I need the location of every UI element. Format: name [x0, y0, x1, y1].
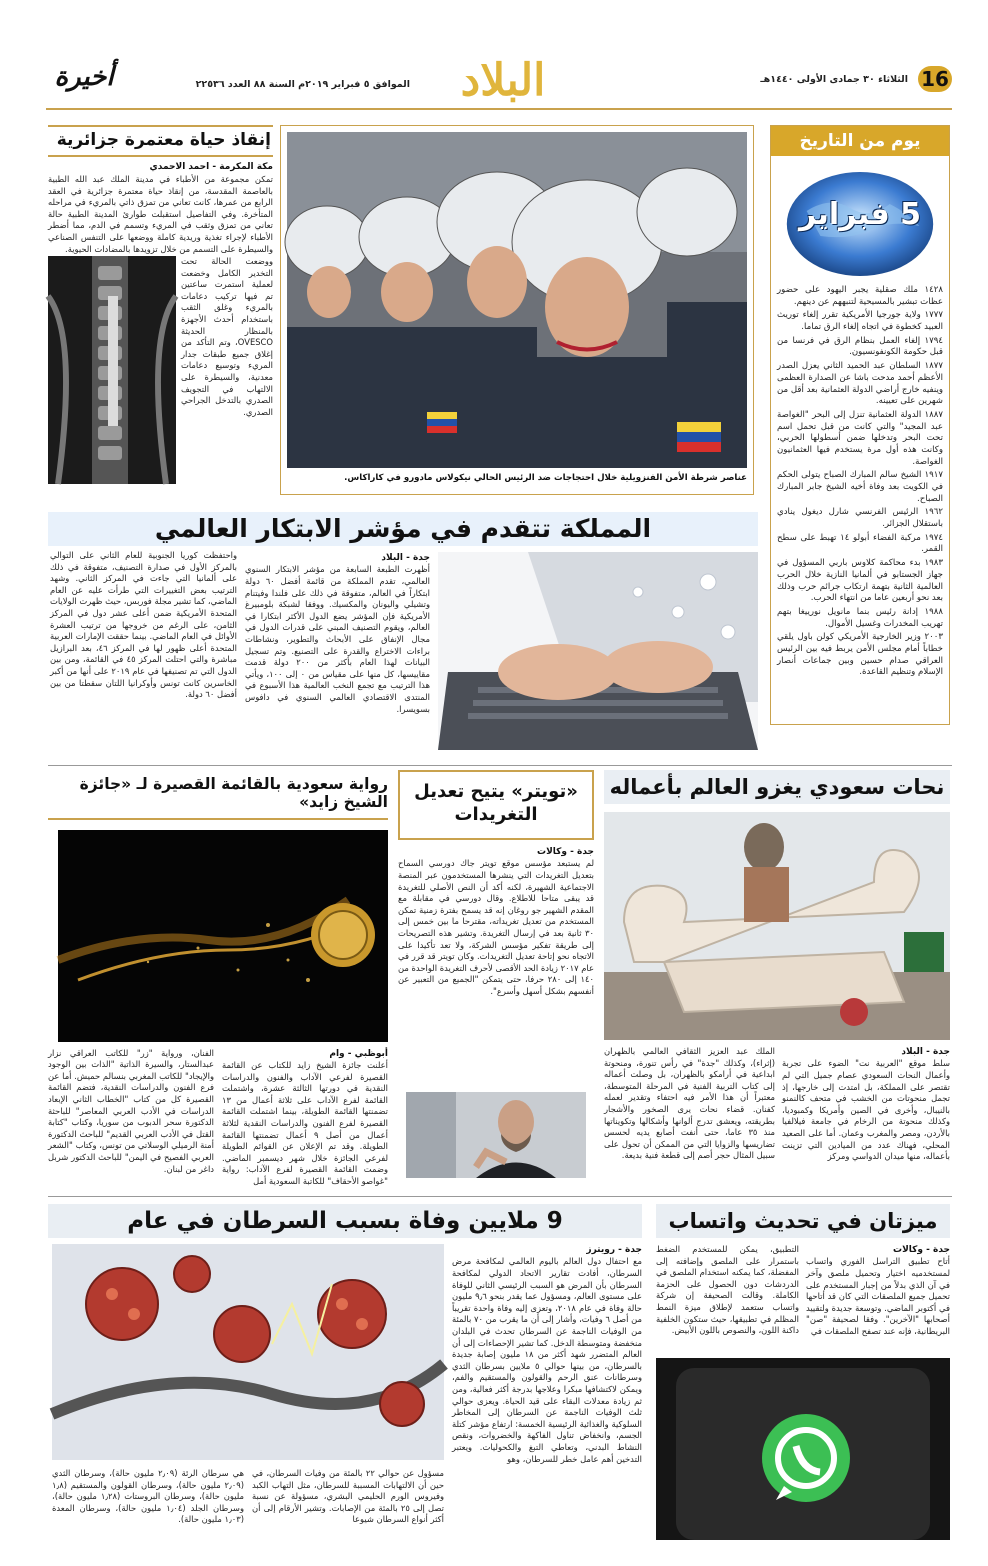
novel-headline: رواية سعودية بالقائمة القصيرة لـ «جائزة الشيخ زايد»	[48, 770, 388, 820]
history-entry: ١٩٨٣ بدء محاكمة كلاوس باربي المسؤول في جهاز الجستابو في ألمانيا النازية خلال الحرب العالمية الثانية بتهمة ارتكاب جرائم حرب وذلك بعد نحو أربعين عاما من انتهاء الحرب.	[777, 558, 943, 604]
history-entry: ١٧٧٧ ولاية جورجيا الأمريكية تقرر إلغاء توريث العبيد كخطوة في اتجاه إلغاء الرق تماما.	[777, 310, 943, 333]
cancer-col3: هي سرطان الرئة (٢٫٠٩ مليون حالة)، وسرطان الثدي (٢٫٠٩ مليون حالة)، وسرطان القولون والمستقيم (١٫٨ مليون حالة)، وسرطان البروستات (١٫٢٨ مليون حالة)، وسرطان الجلد (١٫٠٤ مليون حالة)، وسرطان المعدة (١٫٠٣ مليون حالة).	[52, 1468, 245, 1525]
history-title: يوم من التاريخ	[771, 126, 949, 156]
whatsapp-byline: جدة - وكالات	[893, 1245, 950, 1255]
sculptor-byline: جدة - البلاد	[901, 1047, 950, 1057]
masthead	[0, 0, 988, 112]
sculpture-photo	[604, 812, 950, 1040]
twitter-headline: «تويتر» يتيح تعديل التغريدات	[398, 770, 594, 840]
history-entry: ١٩١٧ الشيخ سالم المبارك الصباح يتولى الحكم في الكويت بعد وفاة أخيه الشيخ جابر المبارك الصباح.	[777, 470, 943, 504]
innovation-headline: المملكة تتقدم في مؤشر الابتكار العالمي	[48, 512, 758, 546]
dorsey-photo	[406, 1092, 586, 1178]
history-entry: ٢٠٠٣ وزير الخارجية الأمريكي كولن باول يلقي خطاباً أمام مجلس الأمن يربط فيه بين الرئيس العراقي صدام حسين وبين جماعات أنصار الإسلام وتنظيم القاعدة.	[777, 632, 943, 678]
sculptor-story	[604, 770, 950, 1178]
history-box	[770, 125, 950, 725]
cancer-col1: مع احتفال دول العالم باليوم العالمي لمكافحة مرض السرطان، أفادت تقارير الاتحاد الدولي لمكافحة السرطان بأن المرض هو السبب الرئيسي الثاني للوفاة على مستوى العالم، ومسؤول عما يقدر بنحو ٩٫٦ مليون حالة وفاة في عام ٢٠١٨، وتعزى إليه وفاة واحدة تقريباً من أصل ٦ وفيات، وأشار إلى أن ما يقرب من ٧٠ بالمئة من الوفيات الناجمة عن السرطان تحدث في البلدان منخفضة ومتوسطة الدخل. كما تشير الإحصاءات إلى أن العالم المتضرر شهد أكثر من ١٨ مليون إصابة جديدة بالسرطان، من بينها حوالي ٥ ملايين بسرطان الثدي وسرطانات عنق الرحم والقولون والمستقيم والفم، ويمكن لاكتشافها مبكرا وعلاجها بدرجة أكثر فعالية، ومن ثم زيادة معدلات البقاء على قيد الحياة. ويعزى حوالي ثلث الوفيات الناجمة عن السرطان إلى المخاطر السلوكية والغذائية الرئيسية الخمسة: ارتفاع مؤشر كتلة الجسم، وانخفاض تناول الفاكهة والخضروات، ونقص النشاط البدني، وتعاطي التبغ والكحوليات. ويعتبر التدخين أهم عامل خطر للسرطان، وهو	[452, 1256, 643, 1464]
twitter-byline: جدة - وكالات	[537, 847, 594, 857]
main-photo-frame	[280, 125, 754, 495]
surgery-intro: تمكن مجموعة من الأطباء في مدينة الملك عبد الله الطبية بالعاصمة المقدسة، من إنقاذ حياة معتمرة جزائرية في العقد الرابع من عمرها، كانت تعاني من تمزق ذاتي بالمريء في مراحله المتأخرة. وفي التفاصيل استقبلت طوارئ المدينة الطبية حالة تعاني من تمزق وثقب في المريء وتسمم في الدم، مما أضطر الأطباء لإجراء تغذية وريدية كاملة ووضعها على التنفس الصناعي والسيطرة على التسمم من خلال تزويدها بالمضادات الحيوية.	[48, 173, 273, 254]
history-entry: ١٨٧٧ السلطان عبد الحميد الثاني يعزل الصدر الأعظم أحمد مدحت باشا عن الصدارة العظمى وينفيه خارج أراضي الدولة العثمانية بعد أقل من شهرين على تعيينه.	[777, 361, 943, 407]
typing-photo	[438, 552, 758, 750]
xray-photo	[48, 256, 176, 484]
whatsapp-headline: ميزتان في تحديث واتساب	[656, 1204, 950, 1238]
section-title: أخيرة	[54, 62, 114, 92]
novel-byline: أبوظبي - وام	[329, 1048, 388, 1059]
history-entry: ١٨٨٧ الدولة العثمانية تنزل إلى البحر "الغواصة عبد المجيد" والتي كانت من قبل تحمل اسم تحت البحر وتدخلها ضمن أسطولها الحربي، وكانت هذه أول مرة يستخدم فيها العثمانيون الغواصة.	[777, 409, 943, 467]
novel-col2: الفنان، ورواية "زر" للكاتب العراقي نزار عبدالستار، والسيرة الذاتية "الذات بين الوجود والإيجاد" للكاتب المغربي بنسالم حميش. أما عن فرع الفنون والدراسات النقدية، فتضم القائمة القصيرة كل من كتاب "الخطاب الثاني الإبعاد الدراسات في الأدب العربي المعاصر" للباحثة الدكتورة سحر الدبوب من سوريا، وكتاب "كتابة القتل في الأدب العربي القديم" للباحث الدكتورة أمنة الرميلي الوسلاتي من تونس، وكتاب "الشعر العربي الفصيح في اليمن" للباحث الدكتور شربل داغر من لبنان.	[48, 1047, 214, 1174]
sculptor-col2: الملك عبد العزيز الثقافي العالمي بالظهران (إثراء)، وكذلك "جدة" في رأس تنورة، ومنحوتة ابداعية في أرامكو بالظهران، بل وصلت أعماله إلى كتاب التربية الفنية في المرحلة المتوسطة، معتبراً أن هذا الأمر فيه احتفاء وتقدير لعمله كفنان. قضاء نحات يرى الصخور والأشجار بطريقته، ويعشق تدرج ألوانها وأشكالها وتكويناتها منذ ٣٥ عاما، حتى أنفت أصابع يديه لحسس تضاريسها والزوايا التي من الممكن أن تحول على سبيل المثال حجر أصم إلى قطعة فنية بديعة.	[604, 1046, 775, 1161]
cancer-byline: جدة - رويترز	[586, 1245, 642, 1255]
whatsapp-photo	[656, 1358, 950, 1540]
innovation-byline: جدة - البلاد	[381, 553, 430, 563]
innovation-col1: أظهرت الطبعة السابعة من مؤشر الابتكار السنوي العالمي، تقدم المملكة من قائمة أفضل ٦٠ دولة ابتكاراً في العالم، متفوقة في ذلك على فلندا وفيتنام وتشيلي واليونان والمكسيك. ووفقا لشبكة بلومبيرغ الأمريكية فإن المؤشر يضع الدول الأكثر ابتكارا في العالم، ويقوم التصنيف المبني على قدرات الدول في مجال الإنفاق على الأبحاث والتطوير، ونشاطات براءات الاختراع والقدرة على التصنيع. وتم تسجيل البيانات لهذا العام بأكثر من ٢٠٠ دولة قدمت مقاييسها، كل منها على مقياس من ٠ إلى ١٠٠، ويأتي هذا الترتيب مع تجمع النخب العالمية هذا الأسبوع في المنتدى الاقتصادي العالمي السنوي في دافوس بسويسرا.	[245, 564, 431, 714]
main-photo-caption: عناصر شرطة الأمن الفنزويلية خلال احتجاجات ضد الرئيس الحالي نيكولاس مادورو في كاراكاس.	[344, 473, 747, 483]
twitter-story	[398, 770, 594, 1178]
gregorian-date: الموافق ٥ فبراير ٢٠١٩م السنة ٨٨ العدد ٢٢٥٣٦	[195, 79, 410, 90]
twitter-body: لم يستبعد مؤسس موقع تويتر جاك دورسي السماح بتعديل التغريدات التي ينشرها المستخدمون عبر المنصة الاجتماعية الشهيرة، لكنه أكد أن النص الأصلي للتغريدة قد يبقى متاحا للاطلاع. وقال دورسي في مقابلة مع المقدم الشهير جو روغان إنه قد يسمح بفترة زمنية تمكن المستخدم من تعديل تغريداته، مقترحا ما بين خمس إلى ٣٠ ثانية بعد في إرسال التغريدة. وتشير هذه التصريحات إلى طريقة تفكير مؤسس الشركة، ولا تعد تأكيدا على الاتجاه نحو إتاحة تعديل التغريدات. وكان تويتر قد قرر في عام ٢٠١٧ زيادة الحد الأقصى لأحرف التغريدة الواحدة من ١٤٠ إلى ٢٨٠ حرفا، حتى يتمكن "الجميع من التعبير عن أنفسهم بشكل أسهل وأسرع".	[398, 858, 594, 996]
section-rule	[48, 1196, 952, 1197]
history-entry: ١٩٦٢ الرئيس الفرنسي شارل ديغول ينادي باستقلال الجزائر.	[777, 507, 943, 530]
surgery-byline: مكة المكرمة - احمد الاحمدي	[149, 161, 273, 172]
history-entry: ١٩٨٨ إدانة رئيس بنما مانويل نورييغا بتهم تهريب المخدرات وغسيل الأموال.	[777, 606, 943, 629]
police-photo	[287, 132, 747, 468]
novel-story	[48, 770, 388, 1186]
page-number: 16	[918, 66, 952, 92]
history-entry: ١٩٧٤ مركبة الفضاء أبولو ١٤ تهبط على سطح القمر.	[777, 532, 943, 555]
surgery-story	[48, 125, 273, 497]
cancer-story	[48, 1204, 642, 1540]
cancer-col2: مسؤول عن حوالي ٢٢ بالمئة من وفيات السرطان، في حين أن الالتهابات المسببة للسرطان، مثل التهاب الكبد وفيروس الورم الحليمي البشري، مسؤولة عن نسبة تصل إلى ٢٥ بالمئة من الإصابات. وتشير الأرقام إلى أن أكثر أنواع السرطان شيوعا	[252, 1468, 444, 1525]
surgery-side-text: ووضعت الحالة تحت التخدير الكامل وخضعت لعملية استمرت ساعتين تم فيها تركيب دعامات بالمريء وغلق الثقب باستخدام أحدث الأجهزة بالمنظار الحديثة OVESCO، وتم التأكد من إغلاق جميع طبقات جدار المريء وتوسيع دعامات معدنية، والسيطرة على الالتهاب في التجويف الصدري بالتدخل الجراحي الصدري.	[181, 256, 273, 417]
surgery-headline: إنقاذ حياة معتمرة جزائرية	[48, 125, 273, 157]
section-rule	[48, 765, 952, 766]
history-entry: ١٤٢٨ ملك صقلية يجبر اليهود على حضور عظات تبشير بالمسيحية لتنبههم عن دينهم.	[777, 285, 943, 307]
hijri-date: الثلاثاء ٣٠ جمادى الأولى ١٤٤٠هـ	[760, 74, 908, 85]
newspaper-logo: البلاد	[460, 55, 546, 106]
cancer-cells-photo	[52, 1244, 444, 1460]
innovation-col2: واحتفظت كوريا الجنوبية للعام الثاني على التوالي بالمركز الأول في صدارة التصنيف، متفوقة في ذلك على ألمانيا التي جاءت في المركز الثاني. وشهد الترتيب بعض التغييرات التي طرأت عليه عن العام الماضي، كما تشير مجلة فوربس، حيث ظهرت الولايات المتحدة الأمريكية ضمن أعلى عشر دول في المركز الثامن، على الرغم من خروجها من ترتيب العشرة الأوائل في العام الماضي. بينما حققت الإمارات العربية المتحدة أعلى ظهور لها في المركز ٤٦، بعد البرازيل مباشرة والتي احتلت المركز ٤٥ في القائمة، ومن بين الدول التي تم تصنيفها في عام ٢٠١٩ على أنها من أكبر الخاسرين كانت تونس وأوكرانيا اللتان سقطتا من بين أفضل ٦٠ دولة.	[50, 550, 237, 700]
sculptor-headline: نحات سعودي يغزو العالم بأعماله	[604, 770, 950, 804]
sculptor-col1: سلط موقع "العربية نت" الضوء على تجربة وأعمال النحات السعودي عصام جميل التي لم تقتصر على المملكة، بل امتدت إلى خارجها، إذ تجمل منحوتات من الخشب في متحف كالنمنو بالنيبال، وأخرى في الصين وأمريكا وكمبوديا، وكذلك منحوتة من الرخام في جامعة فيلالفيا بالأردن، ومصر والمغرب وعمان. أما على الصعيد المحلي، فهناك عدد من الميادين التي تزينت بأعماله، منها ميدان الدواسي ومركز	[782, 1058, 950, 1162]
cancer-headline: 9 ملايين وفاة بسبب السرطان في عام	[48, 1204, 642, 1238]
history-entries	[771, 281, 949, 679]
whatsapp-story	[656, 1204, 950, 1540]
innovation-story	[48, 512, 758, 760]
masthead-rule	[46, 108, 952, 110]
history-entry: ١٧٩٤ إلغاء العمل بنظام الرق في فرنسا من قبل حكومة الكونفونسيون.	[777, 335, 943, 358]
whatsapp-col1: أتاح تطبيق التراسل الفوري واتساب لمستخدميه اختيار وتحميل ملصق وآخر في آن الذي بدلاً من إجبار المستخدم على تحميل جميع الملصقات التي كان قد أتاحها في أكتوبر الماضي. وتوسعة جديدة ولتقييد أصحابها "الآخرين". وفقا لصحيفة "صن" البريطانية، فإنه عند تصفح الملصقات في	[806, 1256, 950, 1336]
award-photo	[58, 830, 388, 1042]
history-date-graphic	[771, 156, 949, 281]
novel-col1: أعلنت جائزة الشيخ زايد للكتاب عن القائمة القصيرة لفرعي الآداب والفنون والدراسات النقدية في دورتها الثالثة عشرة، واشتملت القائمة لفرع الآداب على ثلاثة أعمال من ١٣ تضمنتها القائمة الطويلة، بينما اشتملت القائمة القصيرة لفرع الفنون والدراسات النقدية لثلاثة أعمال من أصل ٩ أعمال تضمنتها القائمة الطويلة. وقد تم الإعلان عن القوائم الطويلة لفرعي الجائزة خلال شهر ديسمبر الماضي. وضمت القائمة القصيرة لفرع الآداب: رواية "غواصو الأحقاف" للكاتبة السعودية أمل	[222, 1060, 388, 1186]
history-date-label: 5 فبراير	[798, 197, 922, 232]
whatsapp-col2: التطبيق، يمكن للمستخدم الضغط باستمرار على الملصق وإضافته إلى المفضلة، كما يمكنه استخدام الملصق في الدردشات دون الحصول على الحزمة الكاملة. وقالت الصحيفة إن شركة واتساب ستعمد لإطلاق ميزة النمط المظلم في تطبيقها، حيث ستكون الخلفية داكنة اللون، والنصوص باللون الأبيض.	[656, 1244, 799, 1336]
